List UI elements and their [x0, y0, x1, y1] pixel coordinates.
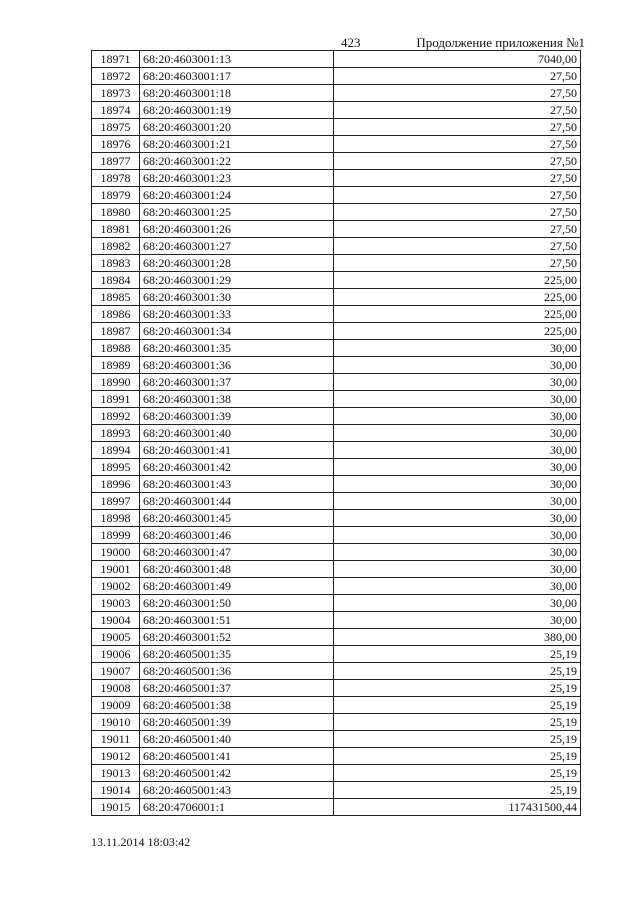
row-number-cell: 19010 — [92, 714, 140, 731]
table-row — [92, 340, 581, 357]
value-cell: 30,00 — [334, 425, 581, 442]
row-number-cell: 19014 — [92, 782, 140, 799]
value-cell: 27,50 — [334, 102, 581, 119]
cadastral-number-cell: 68:20:4603001:38 — [140, 391, 334, 408]
cadastral-table — [91, 50, 581, 816]
row-number-cell: 18984 — [92, 272, 140, 289]
row-number-cell: 18978 — [92, 170, 140, 187]
cadastral-number-cell: 68:20:4603001:51 — [140, 612, 334, 629]
table-row — [92, 221, 581, 238]
row-number-cell: 18987 — [92, 323, 140, 340]
table-body — [92, 51, 581, 816]
cadastral-number-cell: 68:20:4605001:41 — [140, 748, 334, 765]
value-cell: 7040,00 — [334, 51, 581, 68]
cadastral-number-cell: 68:20:4603001:21 — [140, 136, 334, 153]
page-number: 423 — [341, 35, 361, 50]
value-cell: 27,50 — [334, 136, 581, 153]
row-number-cell: 18974 — [92, 102, 140, 119]
row-number-cell: 19007 — [92, 663, 140, 680]
cadastral-number-cell: 68:20:4603001:17 — [140, 68, 334, 85]
value-cell: 30,00 — [334, 493, 581, 510]
row-number-cell: 18996 — [92, 476, 140, 493]
table-row — [92, 85, 581, 102]
row-number-cell: 19012 — [92, 748, 140, 765]
table-row — [92, 289, 581, 306]
table-row — [92, 629, 581, 646]
value-cell: 30,00 — [334, 595, 581, 612]
table-row — [92, 782, 581, 799]
row-number-cell: 18988 — [92, 340, 140, 357]
value-cell: 30,00 — [334, 408, 581, 425]
value-cell: 30,00 — [334, 459, 581, 476]
cadastral-number-cell: 68:20:4603001:36 — [140, 357, 334, 374]
value-cell: 25,19 — [334, 680, 581, 697]
table-row — [92, 595, 581, 612]
row-number-cell: 18972 — [92, 68, 140, 85]
cadastral-number-cell: 68:20:4605001:40 — [140, 731, 334, 748]
table-row — [92, 612, 581, 629]
row-number-cell: 18995 — [92, 459, 140, 476]
table-row — [92, 697, 581, 714]
value-cell: 30,00 — [334, 578, 581, 595]
row-number-cell: 18971 — [92, 51, 140, 68]
table-row — [92, 493, 581, 510]
cadastral-number-cell: 68:20:4603001:50 — [140, 595, 334, 612]
cadastral-number-cell: 68:20:4603001:19 — [140, 102, 334, 119]
row-number-cell: 18994 — [92, 442, 140, 459]
table-row — [92, 714, 581, 731]
table-row — [92, 459, 581, 476]
value-cell: 225,00 — [334, 289, 581, 306]
value-cell: 30,00 — [334, 442, 581, 459]
row-number-cell: 18973 — [92, 85, 140, 102]
row-number-cell: 18981 — [92, 221, 140, 238]
table-row — [92, 136, 581, 153]
table-row — [92, 119, 581, 136]
value-cell: 30,00 — [334, 561, 581, 578]
value-cell: 27,50 — [334, 153, 581, 170]
row-number-cell: 18986 — [92, 306, 140, 323]
row-number-cell: 18989 — [92, 357, 140, 374]
row-number-cell: 18983 — [92, 255, 140, 272]
table-row — [92, 578, 581, 595]
row-number-cell: 18976 — [92, 136, 140, 153]
value-cell: 27,50 — [334, 238, 581, 255]
table-row — [92, 748, 581, 765]
value-cell: 25,19 — [334, 782, 581, 799]
row-number-cell: 18991 — [92, 391, 140, 408]
cadastral-number-cell: 68:20:4603001:43 — [140, 476, 334, 493]
cadastral-number-cell: 68:20:4603001:24 — [140, 187, 334, 204]
row-number-cell: 19008 — [92, 680, 140, 697]
value-cell: 27,50 — [334, 119, 581, 136]
cadastral-number-cell: 68:20:4603001:52 — [140, 629, 334, 646]
row-number-cell: 18992 — [92, 408, 140, 425]
cadastral-number-cell: 68:20:4605001:43 — [140, 782, 334, 799]
value-cell: 380,00 — [334, 629, 581, 646]
table-row — [92, 408, 581, 425]
table-row — [92, 51, 581, 68]
value-cell: 30,00 — [334, 391, 581, 408]
table-row — [92, 476, 581, 493]
table-row — [92, 323, 581, 340]
cadastral-number-cell: 68:20:4605001:42 — [140, 765, 334, 782]
row-number-cell: 19013 — [92, 765, 140, 782]
row-number-cell: 19015 — [92, 799, 140, 816]
row-number-cell: 19009 — [92, 697, 140, 714]
row-number-cell: 18977 — [92, 153, 140, 170]
cadastral-number-cell: 68:20:4603001:37 — [140, 374, 334, 391]
cadastral-number-cell: 68:20:4605001:35 — [140, 646, 334, 663]
row-number-cell: 19006 — [92, 646, 140, 663]
table-row — [92, 357, 581, 374]
table-row — [92, 306, 581, 323]
cadastral-number-cell: 68:20:4603001:20 — [140, 119, 334, 136]
value-cell: 225,00 — [334, 272, 581, 289]
cadastral-number-cell: 68:20:4603001:49 — [140, 578, 334, 595]
value-cell: 27,50 — [334, 85, 581, 102]
row-number-cell: 19004 — [92, 612, 140, 629]
cadastral-number-cell: 68:20:4603001:45 — [140, 510, 334, 527]
row-number-cell: 19003 — [92, 595, 140, 612]
cadastral-number-cell: 68:20:4605001:38 — [140, 697, 334, 714]
cadastral-number-cell: 68:20:4603001:47 — [140, 544, 334, 561]
table-row — [92, 442, 581, 459]
cadastral-number-cell: 68:20:4603001:48 — [140, 561, 334, 578]
row-number-cell: 19005 — [92, 629, 140, 646]
table-row — [92, 272, 581, 289]
row-number-cell: 19000 — [92, 544, 140, 561]
cadastral-number-cell: 68:20:4603001:23 — [140, 170, 334, 187]
table-row — [92, 170, 581, 187]
value-cell: 25,19 — [334, 697, 581, 714]
cadastral-number-cell: 68:20:4603001:27 — [140, 238, 334, 255]
value-cell: 25,19 — [334, 663, 581, 680]
table-row — [92, 374, 581, 391]
table-row — [92, 68, 581, 85]
row-number-cell: 19011 — [92, 731, 140, 748]
value-cell: 30,00 — [334, 544, 581, 561]
table-row — [92, 187, 581, 204]
value-cell: 27,50 — [334, 68, 581, 85]
value-cell: 117431500,44 — [334, 799, 581, 816]
row-number-cell: 19002 — [92, 578, 140, 595]
cadastral-number-cell: 68:20:4603001:30 — [140, 289, 334, 306]
cadastral-number-cell: 68:20:4603001:46 — [140, 527, 334, 544]
cadastral-number-cell: 68:20:4603001:39 — [140, 408, 334, 425]
value-cell: 225,00 — [334, 306, 581, 323]
value-cell: 30,00 — [334, 527, 581, 544]
value-cell: 27,50 — [334, 170, 581, 187]
row-number-cell: 19001 — [92, 561, 140, 578]
cadastral-number-cell: 68:20:4603001:44 — [140, 493, 334, 510]
cadastral-number-cell: 68:20:4603001:41 — [140, 442, 334, 459]
value-cell: 30,00 — [334, 510, 581, 527]
table-row — [92, 153, 581, 170]
row-number-cell: 18975 — [92, 119, 140, 136]
table-row — [92, 204, 581, 221]
table-row — [92, 527, 581, 544]
row-number-cell: 18979 — [92, 187, 140, 204]
row-number-cell: 18982 — [92, 238, 140, 255]
table-row — [92, 510, 581, 527]
cadastral-number-cell: 68:20:4605001:37 — [140, 680, 334, 697]
table-row — [92, 255, 581, 272]
value-cell: 25,19 — [334, 748, 581, 765]
print-timestamp: 13.11.2014 18:03:42 — [91, 835, 191, 849]
row-number-cell: 18993 — [92, 425, 140, 442]
value-cell: 25,19 — [334, 714, 581, 731]
value-cell: 225,00 — [334, 323, 581, 340]
row-number-cell: 18998 — [92, 510, 140, 527]
cadastral-number-cell: 68:20:4603001:34 — [140, 323, 334, 340]
table-row — [92, 731, 581, 748]
table-row — [92, 646, 581, 663]
cadastral-number-cell: 68:20:4603001:22 — [140, 153, 334, 170]
row-number-cell: 18980 — [92, 204, 140, 221]
table-row — [92, 391, 581, 408]
cadastral-number-cell: 68:20:4603001:28 — [140, 255, 334, 272]
value-cell: 27,50 — [334, 255, 581, 272]
cadastral-number-cell: 68:20:4603001:13 — [140, 51, 334, 68]
cadastral-number-cell: 68:20:4603001:33 — [140, 306, 334, 323]
table-row — [92, 799, 581, 816]
table-row — [92, 238, 581, 255]
cadastral-number-cell: 68:20:4603001:29 — [140, 272, 334, 289]
table-row — [92, 765, 581, 782]
value-cell: 30,00 — [334, 612, 581, 629]
value-cell: 30,00 — [334, 340, 581, 357]
value-cell: 27,50 — [334, 187, 581, 204]
value-cell: 27,50 — [334, 204, 581, 221]
table-row — [92, 102, 581, 119]
value-cell: 27,50 — [334, 221, 581, 238]
value-cell: 25,19 — [334, 731, 581, 748]
appendix-title: Продолжение приложения №1 — [416, 35, 585, 50]
cadastral-number-cell: 68:20:4603001:40 — [140, 425, 334, 442]
row-number-cell: 18990 — [92, 374, 140, 391]
table-row — [92, 561, 581, 578]
cadastral-number-cell: 68:20:4603001:35 — [140, 340, 334, 357]
table-row — [92, 544, 581, 561]
value-cell: 25,19 — [334, 646, 581, 663]
page-header — [0, 35, 640, 51]
table-row — [92, 663, 581, 680]
row-number-cell: 18985 — [92, 289, 140, 306]
value-cell: 30,00 — [334, 357, 581, 374]
cadastral-number-cell: 68:20:4605001:39 — [140, 714, 334, 731]
row-number-cell: 18999 — [92, 527, 140, 544]
cadastral-number-cell: 68:20:4603001:25 — [140, 204, 334, 221]
cadastral-number-cell: 68:20:4603001:42 — [140, 459, 334, 476]
value-cell: 25,19 — [334, 765, 581, 782]
cadastral-number-cell: 68:20:4605001:36 — [140, 663, 334, 680]
value-cell: 30,00 — [334, 476, 581, 493]
cadastral-table-container — [91, 50, 581, 816]
value-cell: 30,00 — [334, 374, 581, 391]
cadastral-number-cell: 68:20:4603001:18 — [140, 85, 334, 102]
cadastral-number-cell: 68:20:4706001:1 — [140, 799, 334, 816]
table-row — [92, 680, 581, 697]
row-number-cell: 18997 — [92, 493, 140, 510]
cadastral-number-cell: 68:20:4603001:26 — [140, 221, 334, 238]
table-row — [92, 425, 581, 442]
